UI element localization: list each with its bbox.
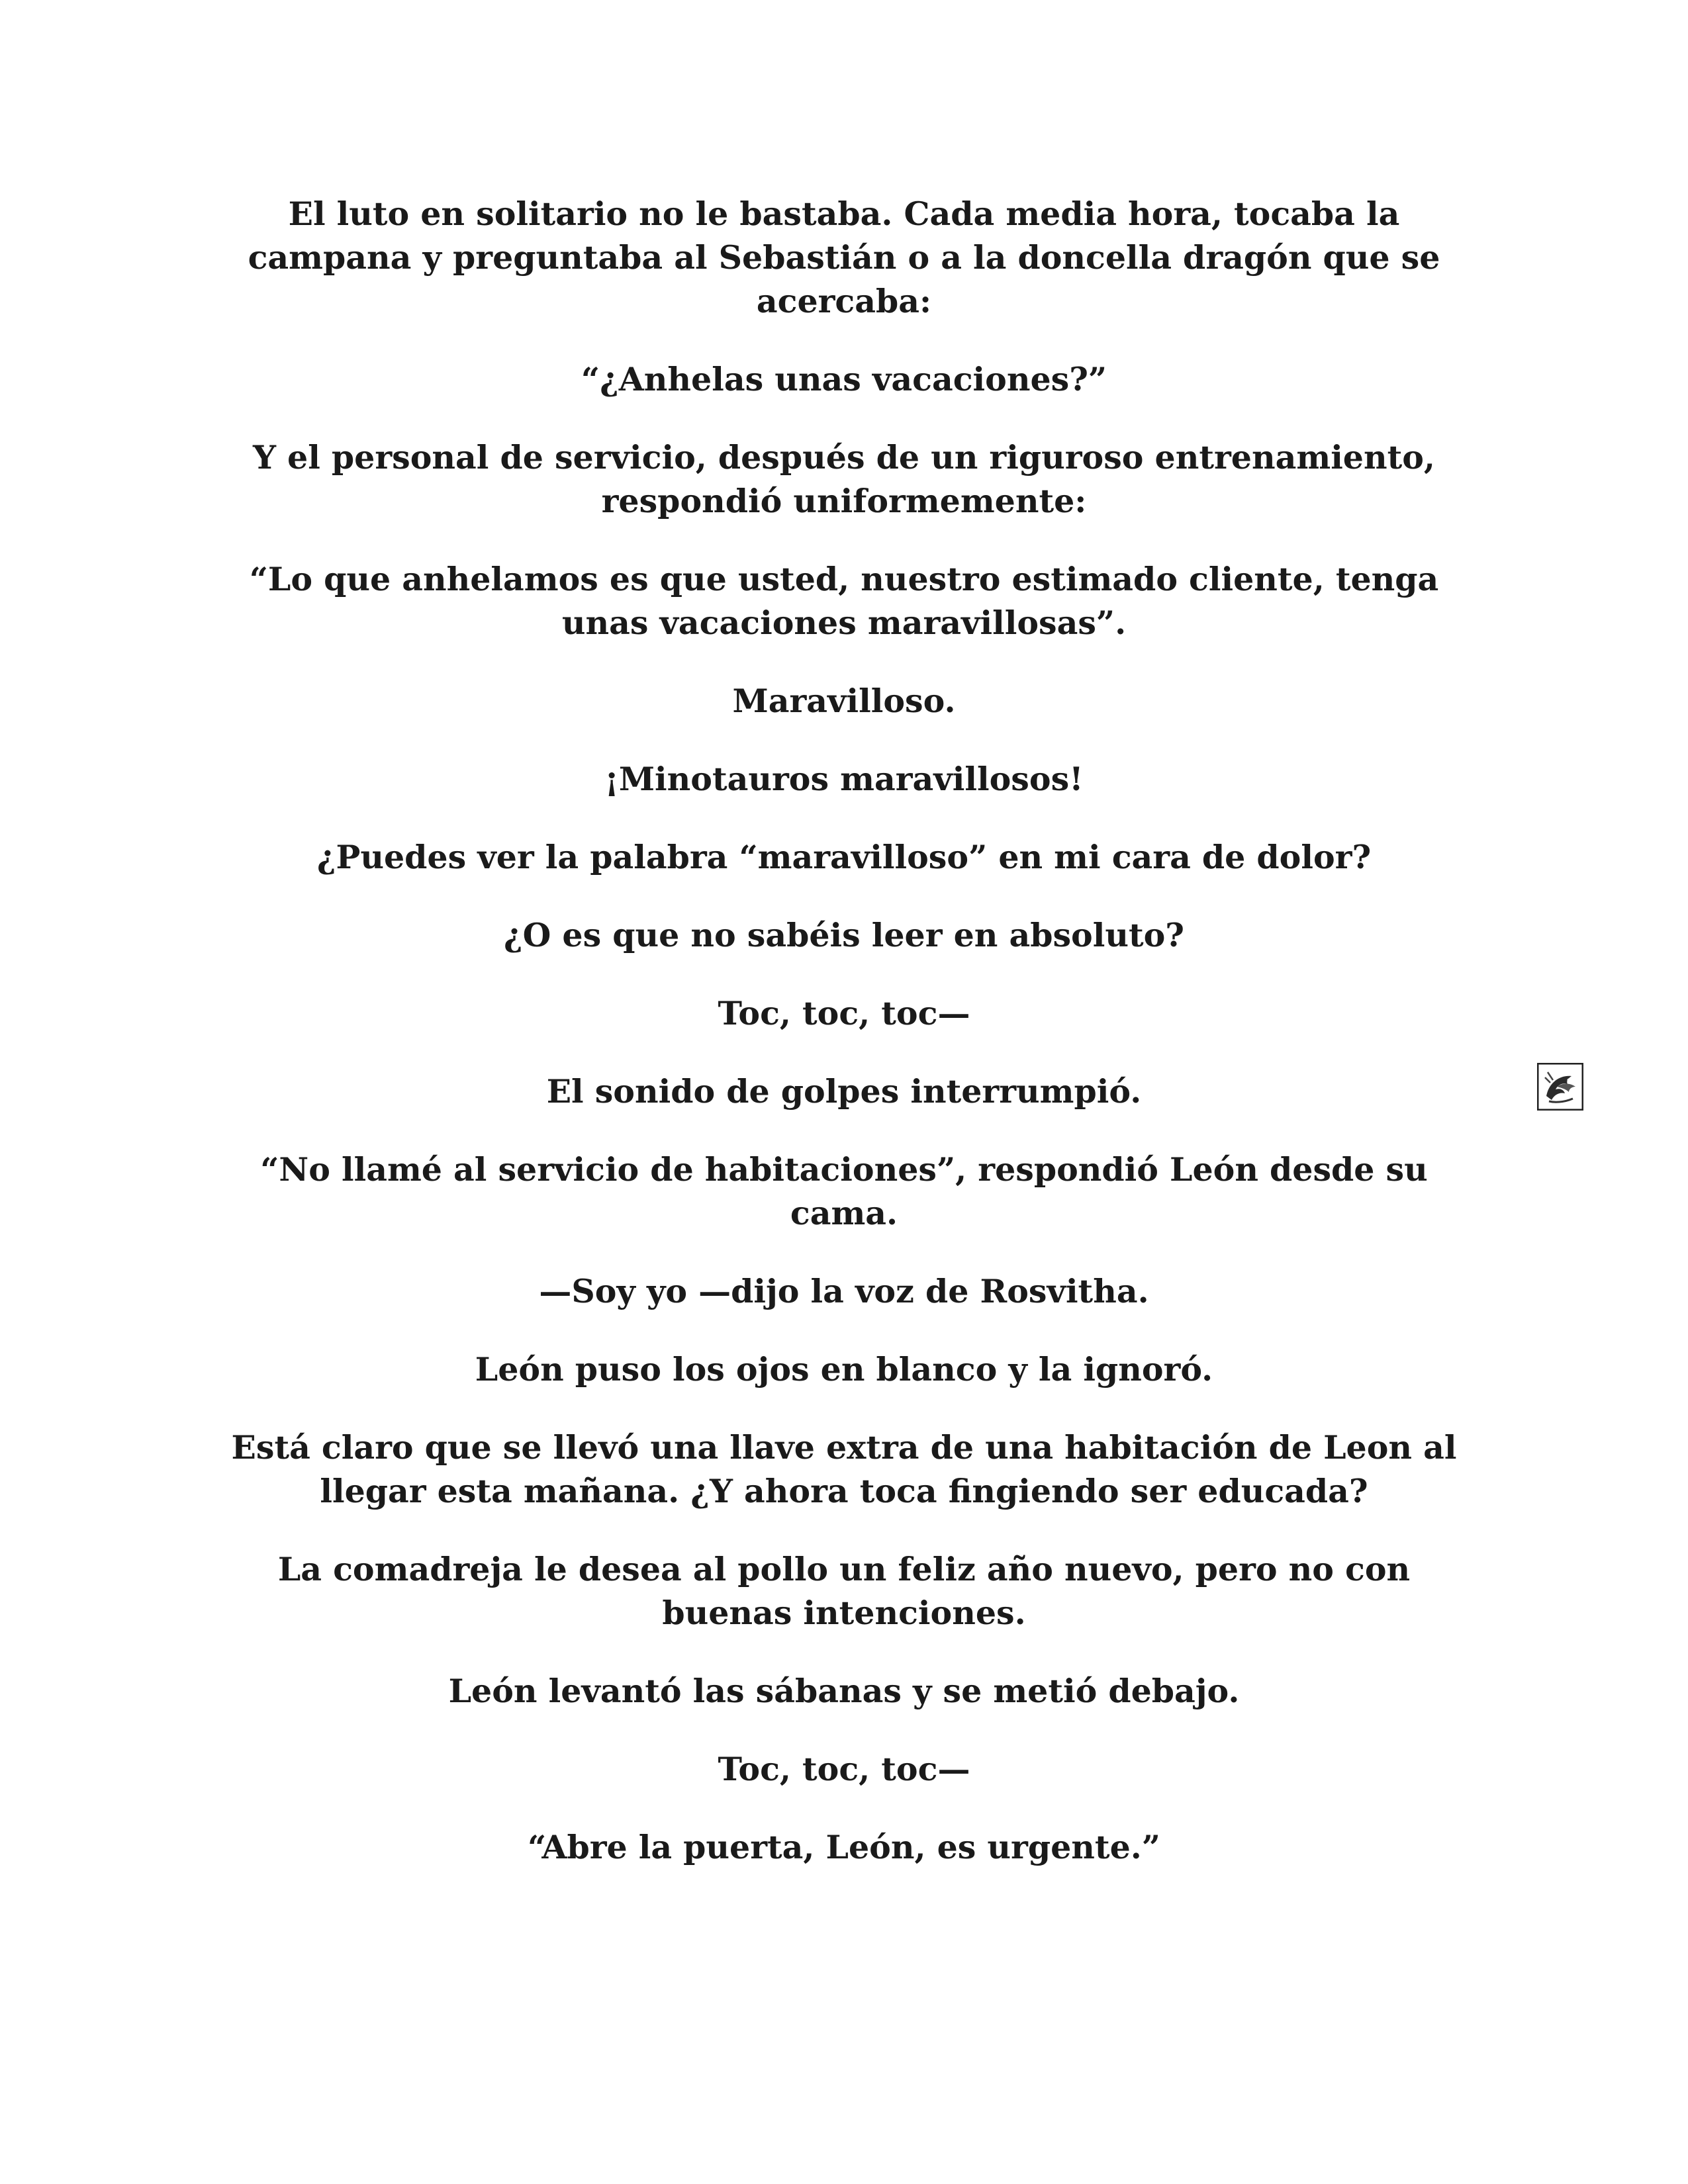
paragraph-15: La comadreja le desea al pollo un feliz año nuevo, pero no con buenas intenciones. [277, 1550, 1411, 1632]
paragraph-7: ¿Puedes ver la palabra “maravilloso” en mi cara de dolor? [316, 838, 1372, 876]
paragraph-5: Maravilloso. [732, 682, 956, 720]
paragraph-8: ¿O es que no sabéis leer en absoluto? [503, 916, 1185, 954]
paragraph-10: El sonido de golpes interrumpió. [546, 1072, 1142, 1111]
paragraph-17: Toc, toc, toc— [718, 1750, 970, 1788]
paragraph-18: “Abre la puerta, León, es urgente.” [527, 1828, 1160, 1866]
paragraph-2: “¿Anhelas unas vacaciones?” [581, 360, 1107, 398]
dragon-emblem-icon [1537, 1063, 1583, 1111]
paragraph-6: ¡Minotauros maravillosos! [604, 760, 1084, 798]
paragraph-11: “No llamé al servicio de habitaciones”, respondió León desde su cama. [260, 1150, 1428, 1232]
paragraph-4: “Lo que anhelamos es que usted, nuestro estimado cliente, tenga unas vacaciones maravillosas”. [249, 560, 1439, 642]
paragraph-13: León puso los ojos en blanco y la ignoró. [475, 1350, 1213, 1388]
paragraph-9: Toc, toc, toc— [718, 994, 970, 1032]
paragraph-3: Y el personal de servicio, después de un riguroso entrenamiento, respondió uniformemente: [253, 438, 1435, 520]
paragraph-16: León levantó las sábanas y se metió debajo. [448, 1672, 1240, 1710]
paragraph-12: —Soy yo —dijo la voz de Rosvitha. [539, 1272, 1149, 1310]
paragraph-1: El luto en solitario no le bastaba. Cada media hora, tocaba la campana y preguntaba al Sebastián o a la doncella dragón que se acercaba: [248, 195, 1440, 320]
document-body [225, 192, 1463, 1869]
paragraph-14: Está claro que se llevó una llave extra de una habitación de Leon al llegar esta mañana. ¿Y ahora toca fingiendo ser educada? [231, 1428, 1457, 1510]
